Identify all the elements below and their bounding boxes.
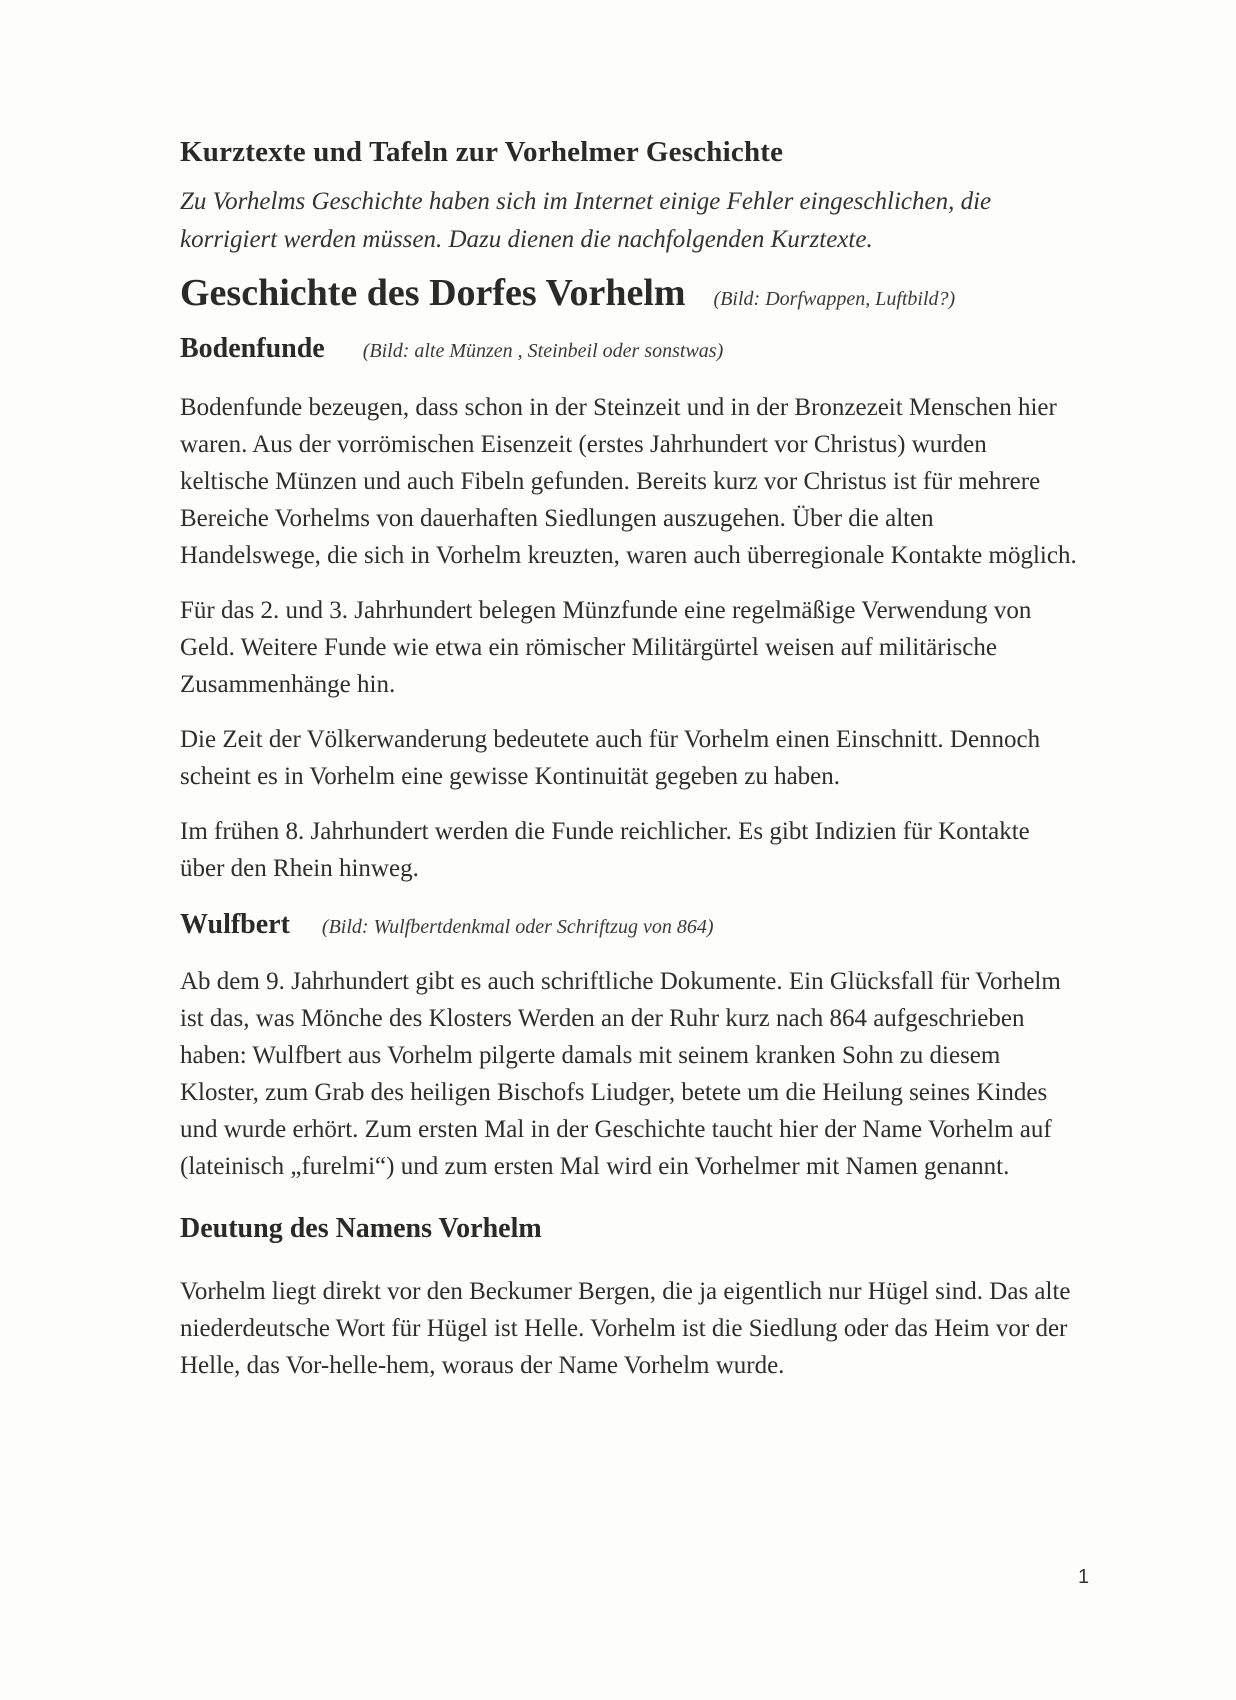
main-heading-row — [180, 271, 1080, 315]
document-content — [180, 136, 1080, 1384]
page-number: 1 — [1078, 1566, 1090, 1588]
paragraph: Im frühen 8. Jahrhundert werden die Funde reichlicher. Es gibt Indizien für Kontakte über den Rhein hinweg. — [180, 818, 1030, 882]
paragraph: Die Zeit der Völkerwanderung bedeutete auch für Vorhelm einen Einschnitt. Dennoch scheint es in Vorhelm eine gewisse Kontinuität gegeben zu haben. — [180, 726, 1041, 790]
paragraph: Für das 2. und 3. Jahrhundert belegen Münzfunde eine regelmäßige Verwendung von Geld. Weitere Funde wie etwa ein römischer Militärgürtel weisen auf militärische Zusammenhänge hin. — [180, 597, 1032, 698]
section-image-note-wulfbert: (Bild: Wulfbertdenkmal oder Schriftzug von 864) — [321, 916, 714, 938]
section-heading-wulfbert: Wulfbert — [180, 909, 290, 940]
intro-text: Zu Vorhelms Geschichte haben sich im Internet einige Fehler eingeschlichen, die korrigiert werden müssen. Dazu dienen die nachfolgenden Kurztexte. — [180, 188, 992, 253]
paragraph: Ab dem 9. Jahrhundert gibt es auch schriftliche Dokumente. Ein Glücksfall für Vorhelm ist das, was Mönche des Klosters Werden an der Ruhr kurz nach 864 aufgeschrieben haben: Wulfbert aus Vorhelm pilgerte damals mit seinem kranken Sohn zu diesem Kloster, zum Grab des heiligen Bischofs Liudger, betete um die Heilung seines Kindes und wurde erhört. Zum ersten Mal in der Geschichte taucht hier der Name Vorhelm auf (lateinisch „furelmi“) und zum ersten Mal wird ein Vorhelmer mit Namen genannt. — [180, 968, 1061, 1180]
main-heading: Geschichte des Dorfes Vorhelm — [180, 272, 686, 314]
section-image-note-bodenfunde: (Bild: alte Münzen , Steinbeil oder sonstwas) — [362, 340, 724, 362]
paragraph: Vorhelm liegt direkt vor den Beckumer Bergen, die ja eigentlich nur Hügel sind. Das alte niederdeutsche Wort für Hügel ist Helle. Vorhelm ist die Siedlung oder das Heim vor der Helle, das Vor-helle-hem, woraus der Name Vorhelm wurde. — [180, 1278, 1071, 1379]
document-title: Kurztexte und Tafeln zur Vorhelmer Geschichte — [180, 136, 784, 168]
main-heading-image-note: (Bild: Dorfwappen, Luftbild?) — [713, 288, 956, 310]
section-heading-deutung: Deutung des Namens Vorhelm — [180, 1213, 542, 1244]
section-heading-bodenfunde: Bodenfunde — [180, 333, 325, 364]
section-heading-row-bodenfunde — [180, 333, 1080, 365]
paragraph: Bodenfunde bezeugen, dass schon in der Steinzeit und in der Bronzezeit Menschen hier waren. Aus der vorrömischen Eisenzeit (erstes Jahrhundert vor Christus) wurden keltische Münzen und auch Fibeln gefunden. Bereits kurz vor Christus ist für mehrere Bereiche Vorhelms von dauerhaften Siedlungen auszugehen. Über die alten Handelswege, die sich in Vorhelm kreuzten, waren auch überregionale Kontakte möglich. — [180, 394, 1077, 569]
section-heading-row-wulfbert — [180, 909, 1080, 941]
section-heading-row-deutung — [180, 1213, 1080, 1245]
